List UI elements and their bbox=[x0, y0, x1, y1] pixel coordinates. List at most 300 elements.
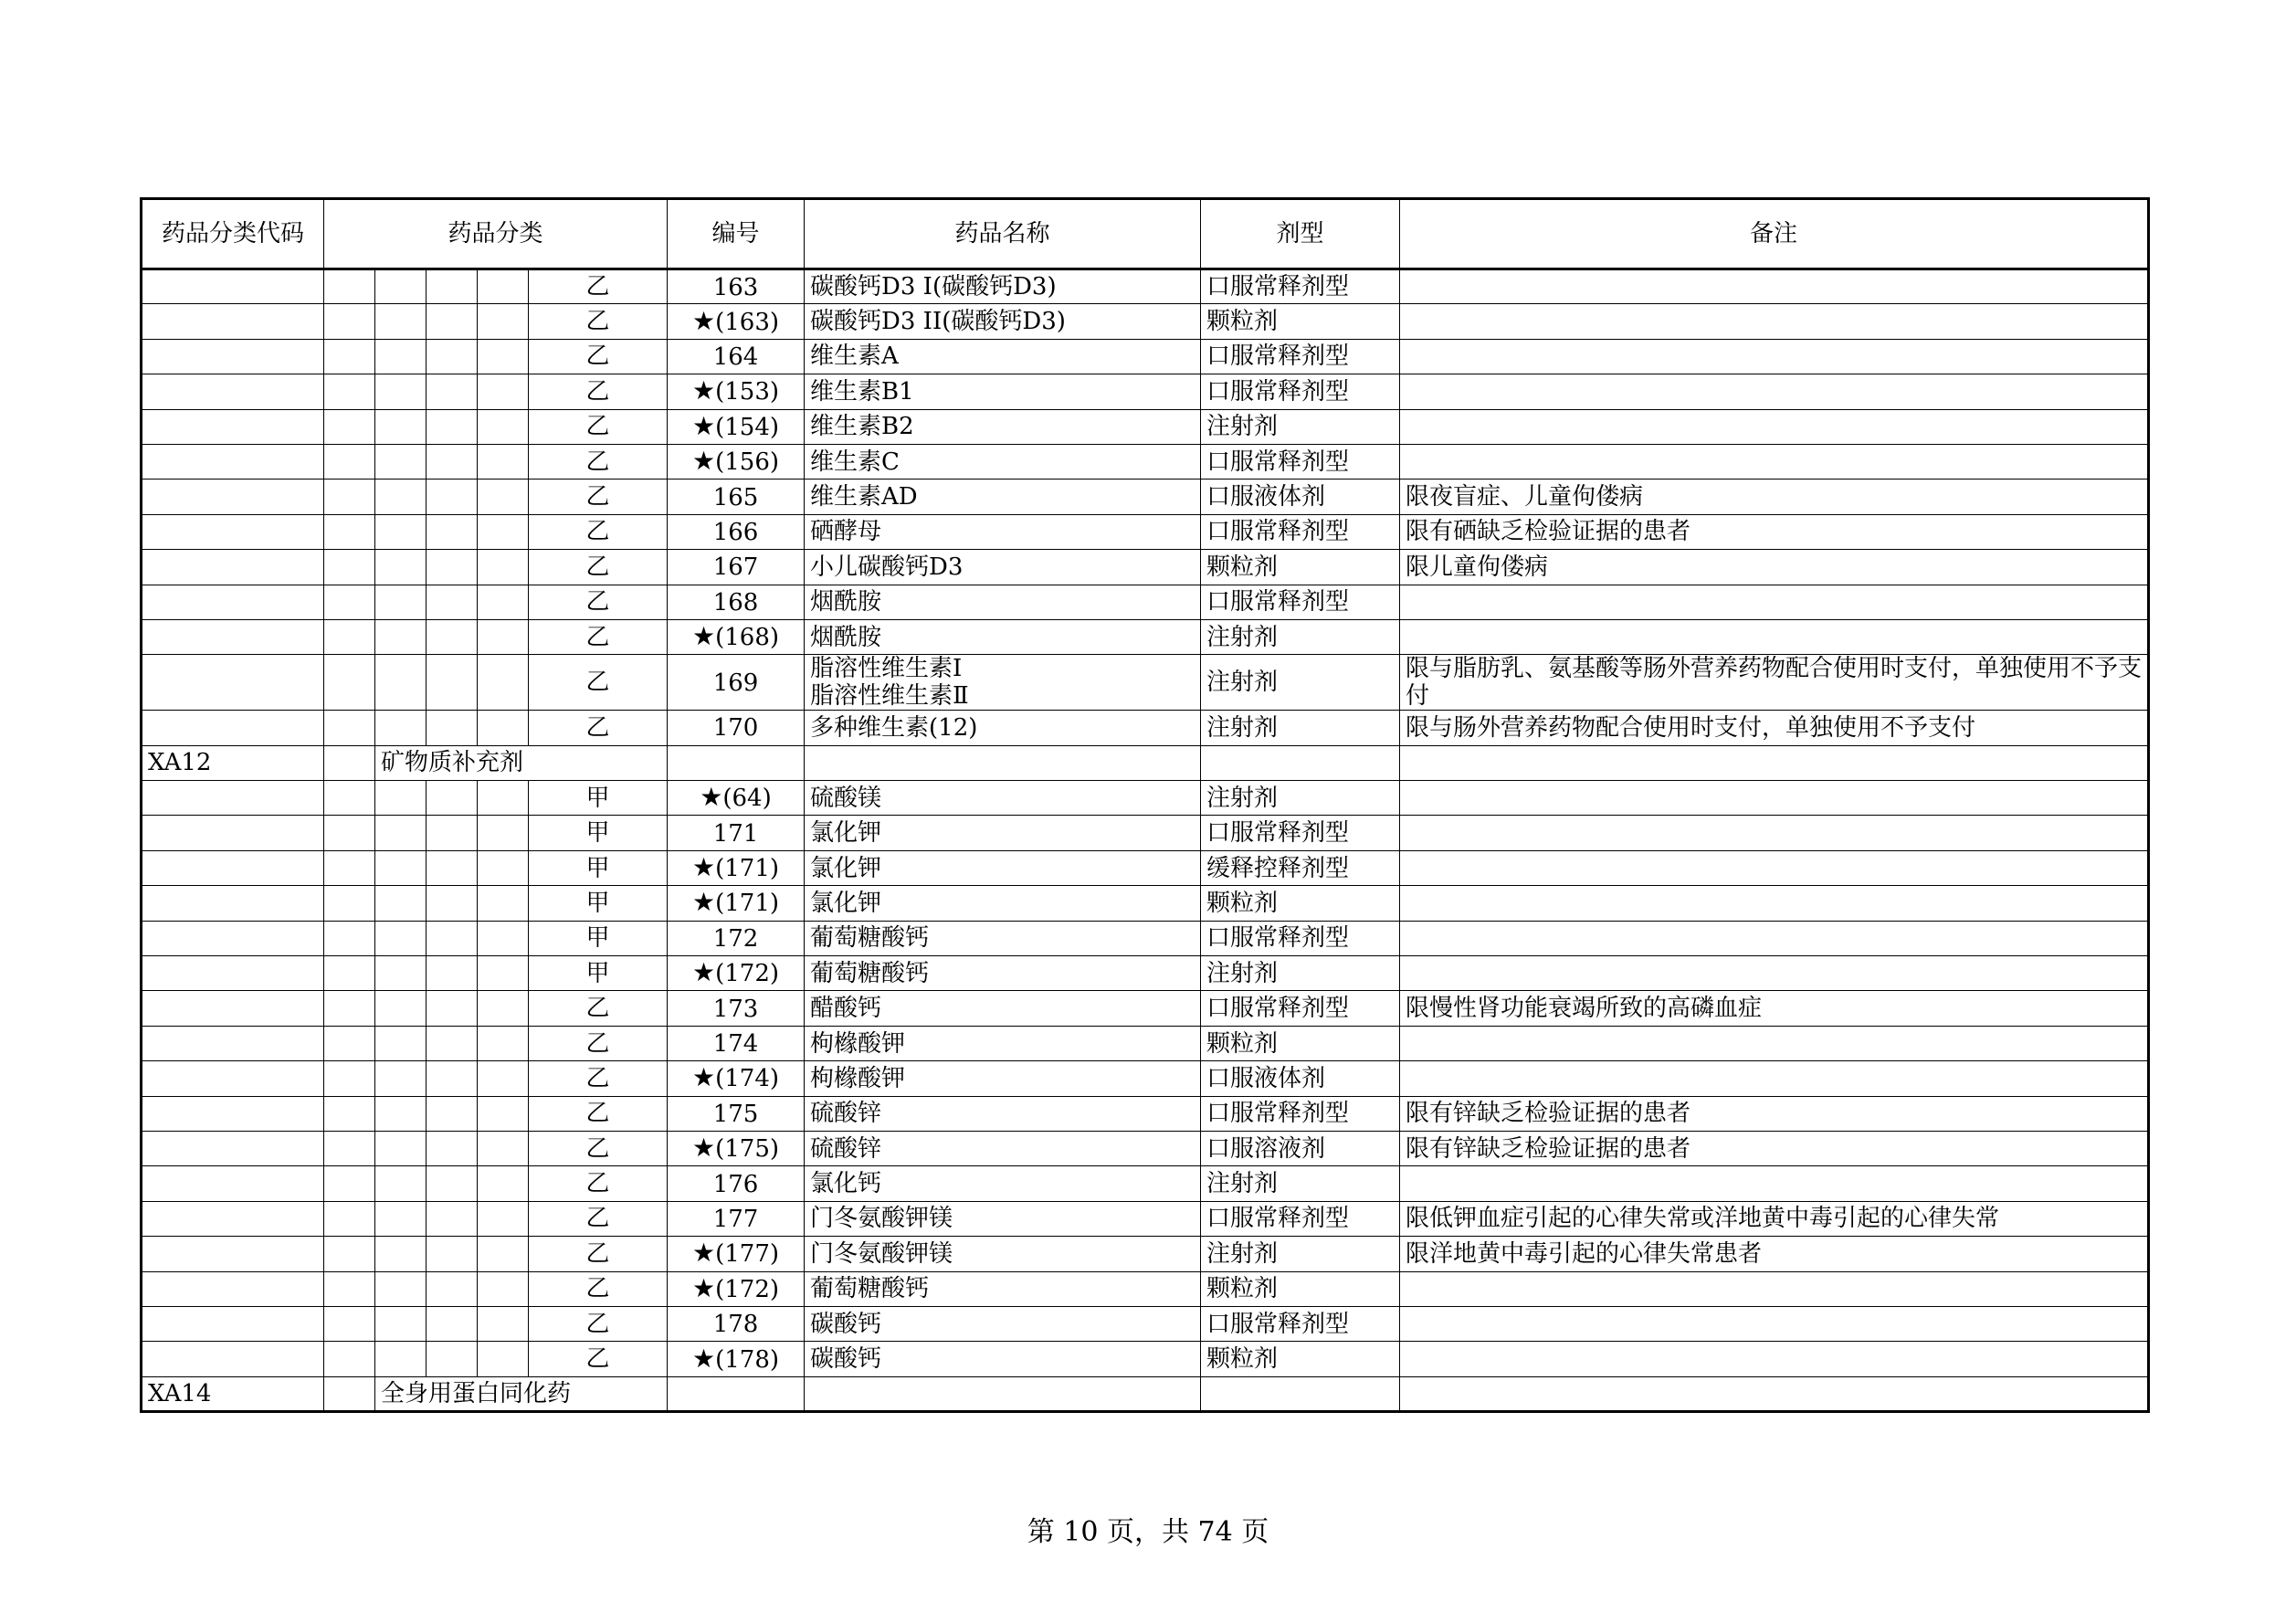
drug-name-cell bbox=[805, 781, 1201, 816]
code-cell bbox=[142, 1131, 324, 1165]
sub-cell bbox=[427, 991, 478, 1026]
grade-cell: 乙 bbox=[529, 514, 668, 549]
empty-cell bbox=[805, 745, 1201, 780]
grade-cell: 乙 bbox=[529, 1271, 668, 1306]
number-cell bbox=[668, 585, 805, 619]
note-cell bbox=[1400, 1271, 2149, 1306]
number-cell bbox=[668, 850, 805, 885]
note-cell bbox=[1400, 409, 2149, 444]
sub-cell bbox=[375, 711, 427, 745]
note-cell: 限夜盲症、儿童佝偻病 bbox=[1400, 480, 2149, 514]
code-cell bbox=[142, 655, 324, 711]
sub-cell bbox=[478, 409, 529, 444]
empty-cell bbox=[1201, 1376, 1400, 1411]
dosage-form-cell: 口服常释剂型 bbox=[1201, 374, 1400, 409]
sub-cell bbox=[375, 850, 427, 885]
drug-number: 168 bbox=[712, 588, 759, 617]
number-cell bbox=[668, 781, 805, 816]
note-cell bbox=[1400, 956, 2149, 991]
dosage-form-cell: 注射剂 bbox=[1201, 711, 1400, 745]
sub-cell bbox=[427, 585, 478, 619]
note-cell bbox=[1400, 585, 2149, 619]
sub-cell bbox=[427, 409, 478, 444]
sub-cell bbox=[324, 514, 375, 549]
sub-cell bbox=[324, 991, 375, 1026]
sub-cell bbox=[324, 1306, 375, 1341]
star-icon: ★ bbox=[692, 1133, 716, 1164]
sub-cell bbox=[427, 886, 478, 921]
sub-cell bbox=[478, 1026, 529, 1060]
star-icon: ★ bbox=[692, 621, 716, 652]
drug-name: 多种维生素(12) bbox=[810, 713, 978, 742]
code-cell bbox=[142, 1342, 324, 1376]
sub-cell bbox=[324, 781, 375, 816]
number-cell bbox=[668, 1201, 805, 1236]
star-icon: ★ bbox=[692, 1272, 716, 1303]
grade-cell: 甲 bbox=[529, 781, 668, 816]
note-cell bbox=[1400, 1061, 2149, 1096]
sub-cell bbox=[375, 1061, 427, 1096]
code-cell bbox=[142, 816, 324, 850]
drug-name: 碳酸钙D3 I(碳酸钙D3) bbox=[810, 273, 1057, 301]
drug-name: 葡萄糖酸钙 bbox=[810, 959, 930, 987]
category-name: 全身用蛋白同化药 bbox=[375, 1376, 668, 1411]
sub-cell bbox=[427, 781, 478, 816]
code-cell bbox=[142, 409, 324, 444]
number-cell bbox=[668, 409, 805, 444]
sub-cell bbox=[324, 1166, 375, 1201]
sub-cell bbox=[375, 550, 427, 585]
drug-name-cell bbox=[805, 850, 1201, 885]
star-icon: ★ bbox=[700, 782, 723, 813]
sub-cell bbox=[324, 1237, 375, 1271]
grade-cell: 乙 bbox=[529, 1131, 668, 1165]
sub-cell bbox=[324, 1096, 375, 1131]
sub-cell bbox=[478, 956, 529, 991]
table-row bbox=[142, 781, 2149, 816]
sub-cell bbox=[427, 850, 478, 885]
header-name: 药品名称 bbox=[805, 199, 1201, 269]
table-row bbox=[142, 514, 2149, 549]
code-cell bbox=[142, 1061, 324, 1096]
grade-cell: 乙 bbox=[529, 1237, 668, 1271]
number-cell bbox=[668, 1342, 805, 1376]
number-cell bbox=[668, 655, 805, 711]
sub-cell bbox=[478, 1306, 529, 1341]
grade-cell: 乙 bbox=[529, 444, 668, 479]
category-code: XA12 bbox=[142, 745, 324, 780]
drug-number: 177 bbox=[712, 1205, 759, 1233]
sub-cell bbox=[324, 1061, 375, 1096]
code-cell bbox=[142, 886, 324, 921]
category-row bbox=[142, 745, 2149, 780]
drug-name: 维生素C bbox=[810, 448, 900, 476]
drug-number: 174 bbox=[712, 1030, 759, 1058]
drug-name-cell bbox=[805, 514, 1201, 549]
drug-name-cell bbox=[805, 1096, 1201, 1131]
dosage-form-cell: 颗粒剂 bbox=[1201, 550, 1400, 585]
drug-name: 碳酸钙 bbox=[810, 1345, 882, 1374]
drug-name-cell bbox=[805, 1342, 1201, 1376]
drug-name-cell bbox=[805, 921, 1201, 955]
drug-number: (156) bbox=[715, 448, 780, 477]
dosage-form-cell: 口服液体剂 bbox=[1201, 1061, 1400, 1096]
sub-cell bbox=[478, 1271, 529, 1306]
drug-number: 172 bbox=[712, 924, 759, 953]
number-cell bbox=[668, 1026, 805, 1060]
code-cell bbox=[142, 304, 324, 339]
sub-cell bbox=[427, 1306, 478, 1341]
sub-cell bbox=[375, 339, 427, 374]
note-cell: 限与脂肪乳、氨基酸等肠外营养药物配合使用时支付，单独使用不予支付 bbox=[1400, 655, 2149, 711]
dosage-form-cell: 颗粒剂 bbox=[1201, 1342, 1400, 1376]
code-cell bbox=[142, 1096, 324, 1131]
number-cell bbox=[668, 304, 805, 339]
drug-name-cell bbox=[805, 1026, 1201, 1060]
sub-cell bbox=[324, 956, 375, 991]
note-cell bbox=[1400, 1306, 2149, 1341]
table-row bbox=[142, 1026, 2149, 1060]
drug-name: 氯化钾 bbox=[810, 819, 882, 848]
dosage-form-cell: 颗粒剂 bbox=[1201, 304, 1400, 339]
sub-cell bbox=[427, 1201, 478, 1236]
dosage-form-cell: 口服常释剂型 bbox=[1201, 921, 1400, 955]
drug-number: 171 bbox=[712, 819, 759, 848]
drug-name-cell bbox=[805, 480, 1201, 514]
drug-name-cell bbox=[805, 1061, 1201, 1096]
dosage-form-cell: 口服常释剂型 bbox=[1201, 585, 1400, 619]
drug-name-cell bbox=[805, 991, 1201, 1026]
table-row bbox=[142, 921, 2149, 955]
drug-name: 维生素AD bbox=[810, 483, 918, 511]
sub-cell bbox=[427, 444, 478, 479]
drug-name: 维生素B1 bbox=[810, 377, 914, 406]
drug-number: 170 bbox=[712, 714, 759, 743]
star-icon: ★ bbox=[692, 1238, 716, 1269]
sub-cell bbox=[427, 655, 478, 711]
grade-cell: 乙 bbox=[529, 711, 668, 745]
drug-name-cell bbox=[805, 409, 1201, 444]
drug-name-cell bbox=[805, 1306, 1201, 1341]
drug-number: 164 bbox=[712, 343, 759, 371]
note-cell: 限洋地黄中毒引起的心律失常患者 bbox=[1400, 1237, 2149, 1271]
table-row bbox=[142, 1096, 2149, 1131]
empty-cell bbox=[668, 1376, 805, 1411]
sub-cell bbox=[478, 781, 529, 816]
code-cell bbox=[142, 374, 324, 409]
table-row bbox=[142, 1237, 2149, 1271]
grade-cell: 甲 bbox=[529, 816, 668, 850]
drug-number: (175) bbox=[715, 1135, 780, 1164]
sub-cell bbox=[427, 304, 478, 339]
note-cell: 限慢性肾功能衰竭所致的高磷血症 bbox=[1400, 991, 2149, 1026]
drug-name-cell bbox=[805, 1166, 1201, 1201]
table-row bbox=[142, 816, 2149, 850]
note-cell: 限与肠外营养药物配合使用时支付，单独使用不予支付 bbox=[1400, 711, 2149, 745]
table-row bbox=[142, 655, 2149, 711]
dosage-form-cell: 注射剂 bbox=[1201, 409, 1400, 444]
code-cell bbox=[142, 339, 324, 374]
sub-cell bbox=[427, 1271, 478, 1306]
sub-cell bbox=[427, 550, 478, 585]
sub-cell bbox=[375, 781, 427, 816]
dosage-form-cell: 口服常释剂型 bbox=[1201, 339, 1400, 374]
drug-name: 脂溶性维生素Ⅰ bbox=[810, 655, 963, 683]
dosage-form-cell: 口服常释剂型 bbox=[1201, 514, 1400, 549]
dosage-form-cell: 缓释控释剂型 bbox=[1201, 850, 1400, 885]
sub-cell bbox=[324, 304, 375, 339]
drug-number: 173 bbox=[712, 995, 759, 1023]
sub-cell bbox=[375, 480, 427, 514]
sub-cell bbox=[427, 514, 478, 549]
drug-name: 维生素B2 bbox=[810, 413, 914, 441]
note-cell: 限低钾血症引起的心律失常或洋地黄中毒引起的心律失常 bbox=[1400, 1201, 2149, 1236]
code-cell bbox=[142, 444, 324, 479]
drug-number: 176 bbox=[712, 1170, 759, 1198]
table-row bbox=[142, 374, 2149, 409]
drug-number: (174) bbox=[715, 1065, 780, 1093]
dosage-form-cell: 颗粒剂 bbox=[1201, 886, 1400, 921]
sub-cell bbox=[324, 711, 375, 745]
code-cell bbox=[142, 480, 324, 514]
sub-cell bbox=[375, 444, 427, 479]
drug-name-cell bbox=[805, 444, 1201, 479]
drug-name-cell bbox=[805, 655, 1201, 711]
sub-cell bbox=[427, 1096, 478, 1131]
grade-cell: 乙 bbox=[529, 1026, 668, 1060]
sub-cell bbox=[478, 619, 529, 654]
number-cell bbox=[668, 956, 805, 991]
drug-name-cell bbox=[805, 886, 1201, 921]
code-cell bbox=[142, 991, 324, 1026]
empty-cell bbox=[668, 745, 805, 780]
drug-name: 门冬氨酸钾镁 bbox=[810, 1205, 953, 1233]
drug-number: (171) bbox=[715, 855, 780, 883]
drug-name-cell bbox=[805, 1237, 1201, 1271]
drug-name-cell bbox=[805, 1201, 1201, 1236]
grade-cell: 乙 bbox=[529, 339, 668, 374]
grade-cell: 乙 bbox=[529, 1306, 668, 1341]
star-icon: ★ bbox=[692, 446, 716, 477]
sub-cell bbox=[324, 619, 375, 654]
sub-cell bbox=[375, 1201, 427, 1236]
number-cell bbox=[668, 514, 805, 549]
drug-number: (172) bbox=[715, 960, 780, 988]
dosage-form-cell: 口服常释剂型 bbox=[1201, 991, 1400, 1026]
drug-name: 小儿碳酸钙D3 bbox=[810, 553, 964, 581]
number-cell bbox=[668, 921, 805, 955]
code-cell bbox=[142, 1026, 324, 1060]
number-cell bbox=[668, 816, 805, 850]
drug-number: 166 bbox=[712, 518, 759, 546]
sub-cell bbox=[375, 585, 427, 619]
empty-cell bbox=[324, 745, 375, 780]
drug-name-cell bbox=[805, 956, 1201, 991]
header-note: 备注 bbox=[1400, 199, 2149, 269]
note-cell: 限有硒缺乏检验证据的患者 bbox=[1400, 514, 2149, 549]
sub-cell bbox=[478, 585, 529, 619]
drug-name: 氯化钾 bbox=[810, 854, 882, 882]
sub-cell bbox=[427, 956, 478, 991]
drug-number: (153) bbox=[715, 378, 780, 406]
table-body bbox=[142, 269, 2149, 1412]
sub-cell bbox=[427, 921, 478, 955]
number-cell bbox=[668, 1271, 805, 1306]
sub-cell bbox=[478, 816, 529, 850]
header-code: 药品分类代码 bbox=[142, 199, 324, 269]
sub-cell bbox=[375, 1096, 427, 1131]
sub-cell bbox=[478, 1237, 529, 1271]
dosage-form-cell: 注射剂 bbox=[1201, 1237, 1400, 1271]
page-footer: 第 10 页，共 74 页 bbox=[1027, 1516, 1269, 1548]
sub-cell bbox=[478, 514, 529, 549]
note-cell bbox=[1400, 1026, 2149, 1060]
sub-cell bbox=[375, 514, 427, 549]
code-cell bbox=[142, 269, 324, 304]
star-icon: ★ bbox=[692, 375, 716, 406]
sub-cell bbox=[375, 1271, 427, 1306]
sub-cell bbox=[478, 550, 529, 585]
drug-number: 169 bbox=[712, 669, 759, 697]
drug-number: (154) bbox=[715, 413, 780, 441]
sub-cell bbox=[427, 1237, 478, 1271]
drug-name: 葡萄糖酸钙 bbox=[810, 924, 930, 953]
sub-cell bbox=[324, 1271, 375, 1306]
code-cell bbox=[142, 850, 324, 885]
sub-cell bbox=[375, 655, 427, 711]
sub-cell bbox=[324, 655, 375, 711]
sub-cell bbox=[478, 921, 529, 955]
sub-cell bbox=[427, 619, 478, 654]
drug-name-cell bbox=[805, 816, 1201, 850]
sub-cell bbox=[375, 1166, 427, 1201]
note-cell bbox=[1400, 339, 2149, 374]
grade-cell: 乙 bbox=[529, 1201, 668, 1236]
sub-cell bbox=[324, 1201, 375, 1236]
sub-cell bbox=[478, 269, 529, 304]
sub-cell bbox=[375, 304, 427, 339]
code-cell bbox=[142, 956, 324, 991]
grade-cell: 甲 bbox=[529, 921, 668, 955]
drug-name-cell bbox=[805, 619, 1201, 654]
note-cell: 限儿童佝偻病 bbox=[1400, 550, 2149, 585]
number-cell bbox=[668, 1061, 805, 1096]
star-icon: ★ bbox=[692, 957, 716, 988]
code-cell bbox=[142, 585, 324, 619]
code-cell bbox=[142, 1237, 324, 1271]
drug-number: (171) bbox=[715, 890, 780, 918]
note-cell bbox=[1400, 1342, 2149, 1376]
table-row bbox=[142, 550, 2149, 585]
sub-cell bbox=[478, 850, 529, 885]
dosage-form-cell: 口服常释剂型 bbox=[1201, 816, 1400, 850]
drug-name: 碳酸钙 bbox=[810, 1310, 882, 1338]
grade-cell: 甲 bbox=[529, 956, 668, 991]
code-cell bbox=[142, 1271, 324, 1306]
table-row bbox=[142, 480, 2149, 514]
drug-number: 178 bbox=[712, 1311, 759, 1339]
sub-cell bbox=[324, 1342, 375, 1376]
number-cell bbox=[668, 886, 805, 921]
grade-cell: 乙 bbox=[529, 269, 668, 304]
sub-cell bbox=[324, 816, 375, 850]
drug-name: 醋酸钙 bbox=[810, 995, 882, 1023]
grade-cell: 乙 bbox=[529, 655, 668, 711]
star-icon: ★ bbox=[692, 1062, 716, 1093]
sub-cell bbox=[478, 991, 529, 1026]
table-row bbox=[142, 1201, 2149, 1236]
grade-cell: 乙 bbox=[529, 1342, 668, 1376]
sub-cell bbox=[478, 1096, 529, 1131]
sub-cell bbox=[478, 886, 529, 921]
drug-name-cell bbox=[805, 269, 1201, 304]
sub-cell bbox=[478, 480, 529, 514]
drug-name: 碳酸钙D3 II(碳酸钙D3) bbox=[810, 308, 1066, 336]
dosage-form-cell: 口服液体剂 bbox=[1201, 480, 1400, 514]
sub-cell bbox=[375, 1026, 427, 1060]
note-cell bbox=[1400, 850, 2149, 885]
drug-name: 硒酵母 bbox=[810, 518, 882, 546]
sub-cell bbox=[478, 655, 529, 711]
sub-cell bbox=[324, 550, 375, 585]
drug-name-cell bbox=[805, 304, 1201, 339]
note-cell bbox=[1400, 269, 2149, 304]
drug-name: 维生素A bbox=[810, 343, 899, 371]
note-cell bbox=[1400, 619, 2149, 654]
empty-cell bbox=[1400, 745, 2149, 780]
grade-cell: 乙 bbox=[529, 585, 668, 619]
table-row bbox=[142, 956, 2149, 991]
sub-cell bbox=[375, 1237, 427, 1271]
dosage-form-cell: 注射剂 bbox=[1201, 1166, 1400, 1201]
drug-number: (177) bbox=[715, 1240, 780, 1269]
drug-name: 硫酸锌 bbox=[810, 1134, 882, 1163]
table-header-row bbox=[142, 199, 2149, 269]
number-cell bbox=[668, 619, 805, 654]
table-row bbox=[142, 304, 2149, 339]
dosage-form-cell: 口服常释剂型 bbox=[1201, 269, 1400, 304]
dosage-form-cell: 口服溶液剂 bbox=[1201, 1131, 1400, 1165]
drug-name: 烟酰胺 bbox=[810, 623, 882, 651]
sub-cell bbox=[324, 921, 375, 955]
table-row bbox=[142, 444, 2149, 479]
drug-name-line2: 脂溶性维生素Ⅱ bbox=[810, 682, 969, 711]
drug-name: 枸橼酸钾 bbox=[810, 1064, 906, 1092]
dosage-form-cell: 口服常释剂型 bbox=[1201, 1201, 1400, 1236]
sub-cell bbox=[478, 1166, 529, 1201]
sub-cell bbox=[478, 1201, 529, 1236]
drug-name: 门冬氨酸钾镁 bbox=[810, 1239, 953, 1268]
sub-cell bbox=[478, 711, 529, 745]
drug-name: 硫酸镁 bbox=[810, 784, 882, 812]
note-cell bbox=[1400, 374, 2149, 409]
table-row bbox=[142, 269, 2149, 304]
drug-name: 烟酰胺 bbox=[810, 588, 882, 617]
grade-cell: 甲 bbox=[529, 850, 668, 885]
grade-cell: 乙 bbox=[529, 1061, 668, 1096]
sub-cell bbox=[324, 850, 375, 885]
sub-cell bbox=[427, 1166, 478, 1201]
grade-cell: 乙 bbox=[529, 480, 668, 514]
sub-cell bbox=[324, 339, 375, 374]
dosage-form-cell: 口服常释剂型 bbox=[1201, 444, 1400, 479]
empty-cell bbox=[1201, 745, 1400, 780]
sub-cell bbox=[478, 1131, 529, 1165]
table-row bbox=[142, 619, 2149, 654]
sub-cell bbox=[427, 711, 478, 745]
note-cell bbox=[1400, 1166, 2149, 1201]
grade-cell: 乙 bbox=[529, 1166, 668, 1201]
